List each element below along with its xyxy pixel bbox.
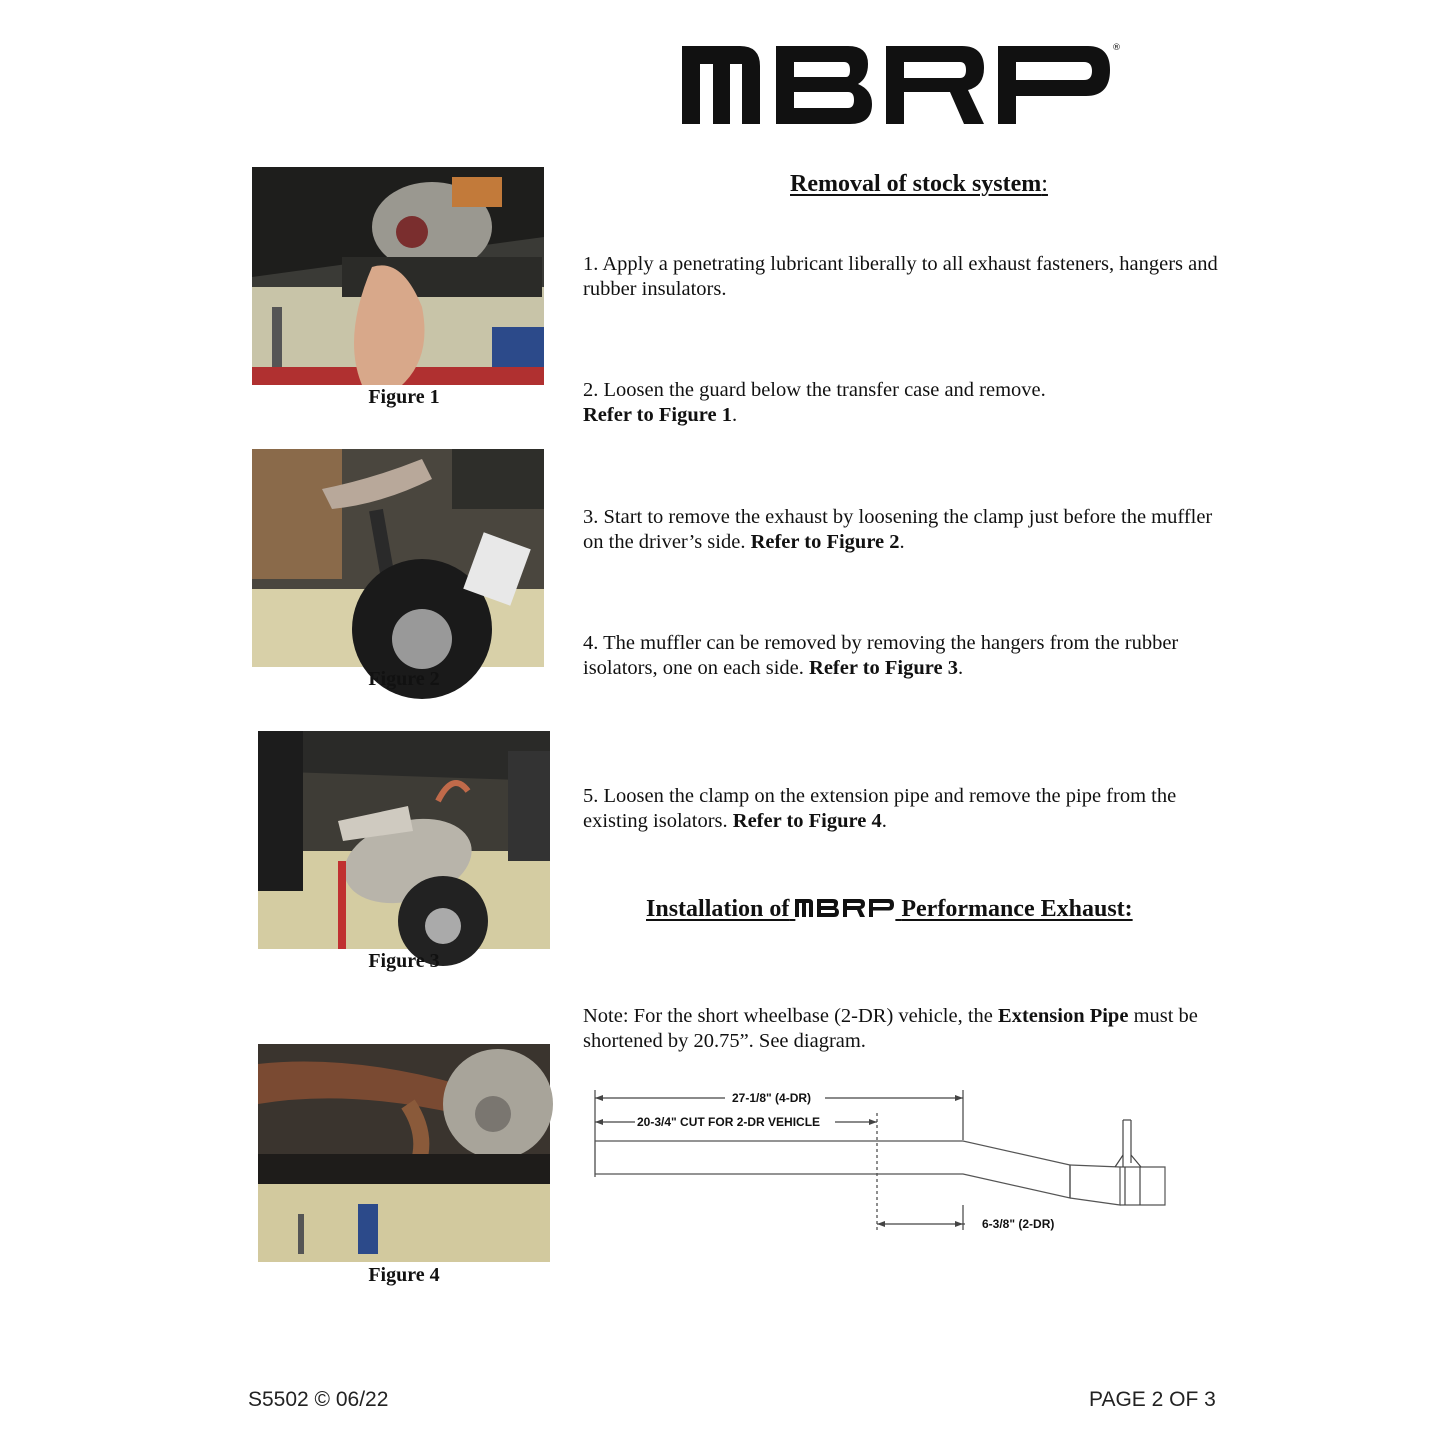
installation-heading-suffix: Performance Exhaust: [901, 896, 1133, 922]
step-5-text: 5. Loosen the clamp on the extension pipe and remove the pipe from the existing isolators. [583, 785, 1177, 832]
step-4-end: . [957, 657, 964, 679]
removal-heading-colon: : [1041, 171, 1048, 197]
figure-4-photo [258, 1044, 550, 1262]
step-3-ref: Refer to Figure 2 [750, 531, 900, 553]
dim-4dr-label: 27-1/8" (4-DR) [732, 1091, 812, 1105]
step-3 [583, 505, 1233, 555]
dim-cut-label: 20-3/4" CUT FOR 2-DR VEHICLE [637, 1115, 821, 1129]
figure-3-caption: Figure 3 [368, 950, 440, 972]
step-4-ref: Refer to Figure 3 [809, 657, 958, 679]
step-1 [583, 252, 1233, 302]
extension-pipe [595, 1141, 1070, 1198]
note [583, 1004, 1233, 1054]
dim-2dr-label: 6-3/8" (2-DR) [982, 1217, 1055, 1231]
pipe-clamp-section [1070, 1165, 1120, 1205]
mbrp-inline-logo [795, 898, 895, 918]
figure-2-caption: Figure 2 [368, 668, 440, 690]
pipe-outlet [1120, 1167, 1165, 1205]
step-4 [583, 631, 1233, 681]
removal-heading-text: Removal of stock system [790, 171, 1042, 197]
step-2-end: . [731, 404, 738, 426]
step-5-end: . [881, 810, 887, 832]
step-4-text: 4. The muffler can be removed by removing the hangers from the rubber isolators, one on each side. [583, 632, 1179, 679]
figure-3-photo [258, 731, 550, 949]
note-prefix: Note: For the short wheelbase (2-DR) vehicle, the [583, 1005, 993, 1027]
step-1-text: 1. Apply a penetrating lubricant liberally to all exhaust fasteners, hangers and rubber insulators. [583, 253, 1218, 300]
note-bold: Extension Pipe [998, 1005, 1129, 1027]
figure-2-photo [252, 449, 544, 667]
step-3-end: . [899, 531, 905, 553]
step-3-text: 3. Start to remove the exhaust by loosening the clamp just before the muffler on the driver’s side. [583, 506, 1213, 553]
mbrp-logo [680, 40, 1120, 128]
note-suffix: must be shortened by 20.75”. See diagram. [583, 1005, 1198, 1052]
step-5 [583, 784, 1233, 834]
installation-heading [646, 896, 1133, 923]
step-5-ref: Refer to Figure 4 [732, 810, 882, 832]
figure-4-caption: Figure 4 [368, 1264, 440, 1286]
installation-heading-prefix: Installation of [646, 896, 790, 922]
svg-text:®: ® [1112, 43, 1121, 53]
extension-pipe-diagram [585, 1085, 1185, 1245]
step-2-ref: Refer to Figure 1 [583, 404, 732, 426]
removal-heading [790, 171, 1048, 198]
footer-doc-id: S5502 © 06/22 [248, 1388, 389, 1411]
figure-1-caption: Figure 1 [368, 386, 440, 408]
step-2 [583, 378, 1233, 428]
mbrp-logo-mark [680, 40, 1120, 128]
footer-page-number: PAGE 2 OF 3 [1089, 1388, 1216, 1411]
figure-1-photo [252, 167, 544, 385]
step-2-text: 2. Loosen the guard below the transfer case and remove. [583, 379, 1046, 401]
